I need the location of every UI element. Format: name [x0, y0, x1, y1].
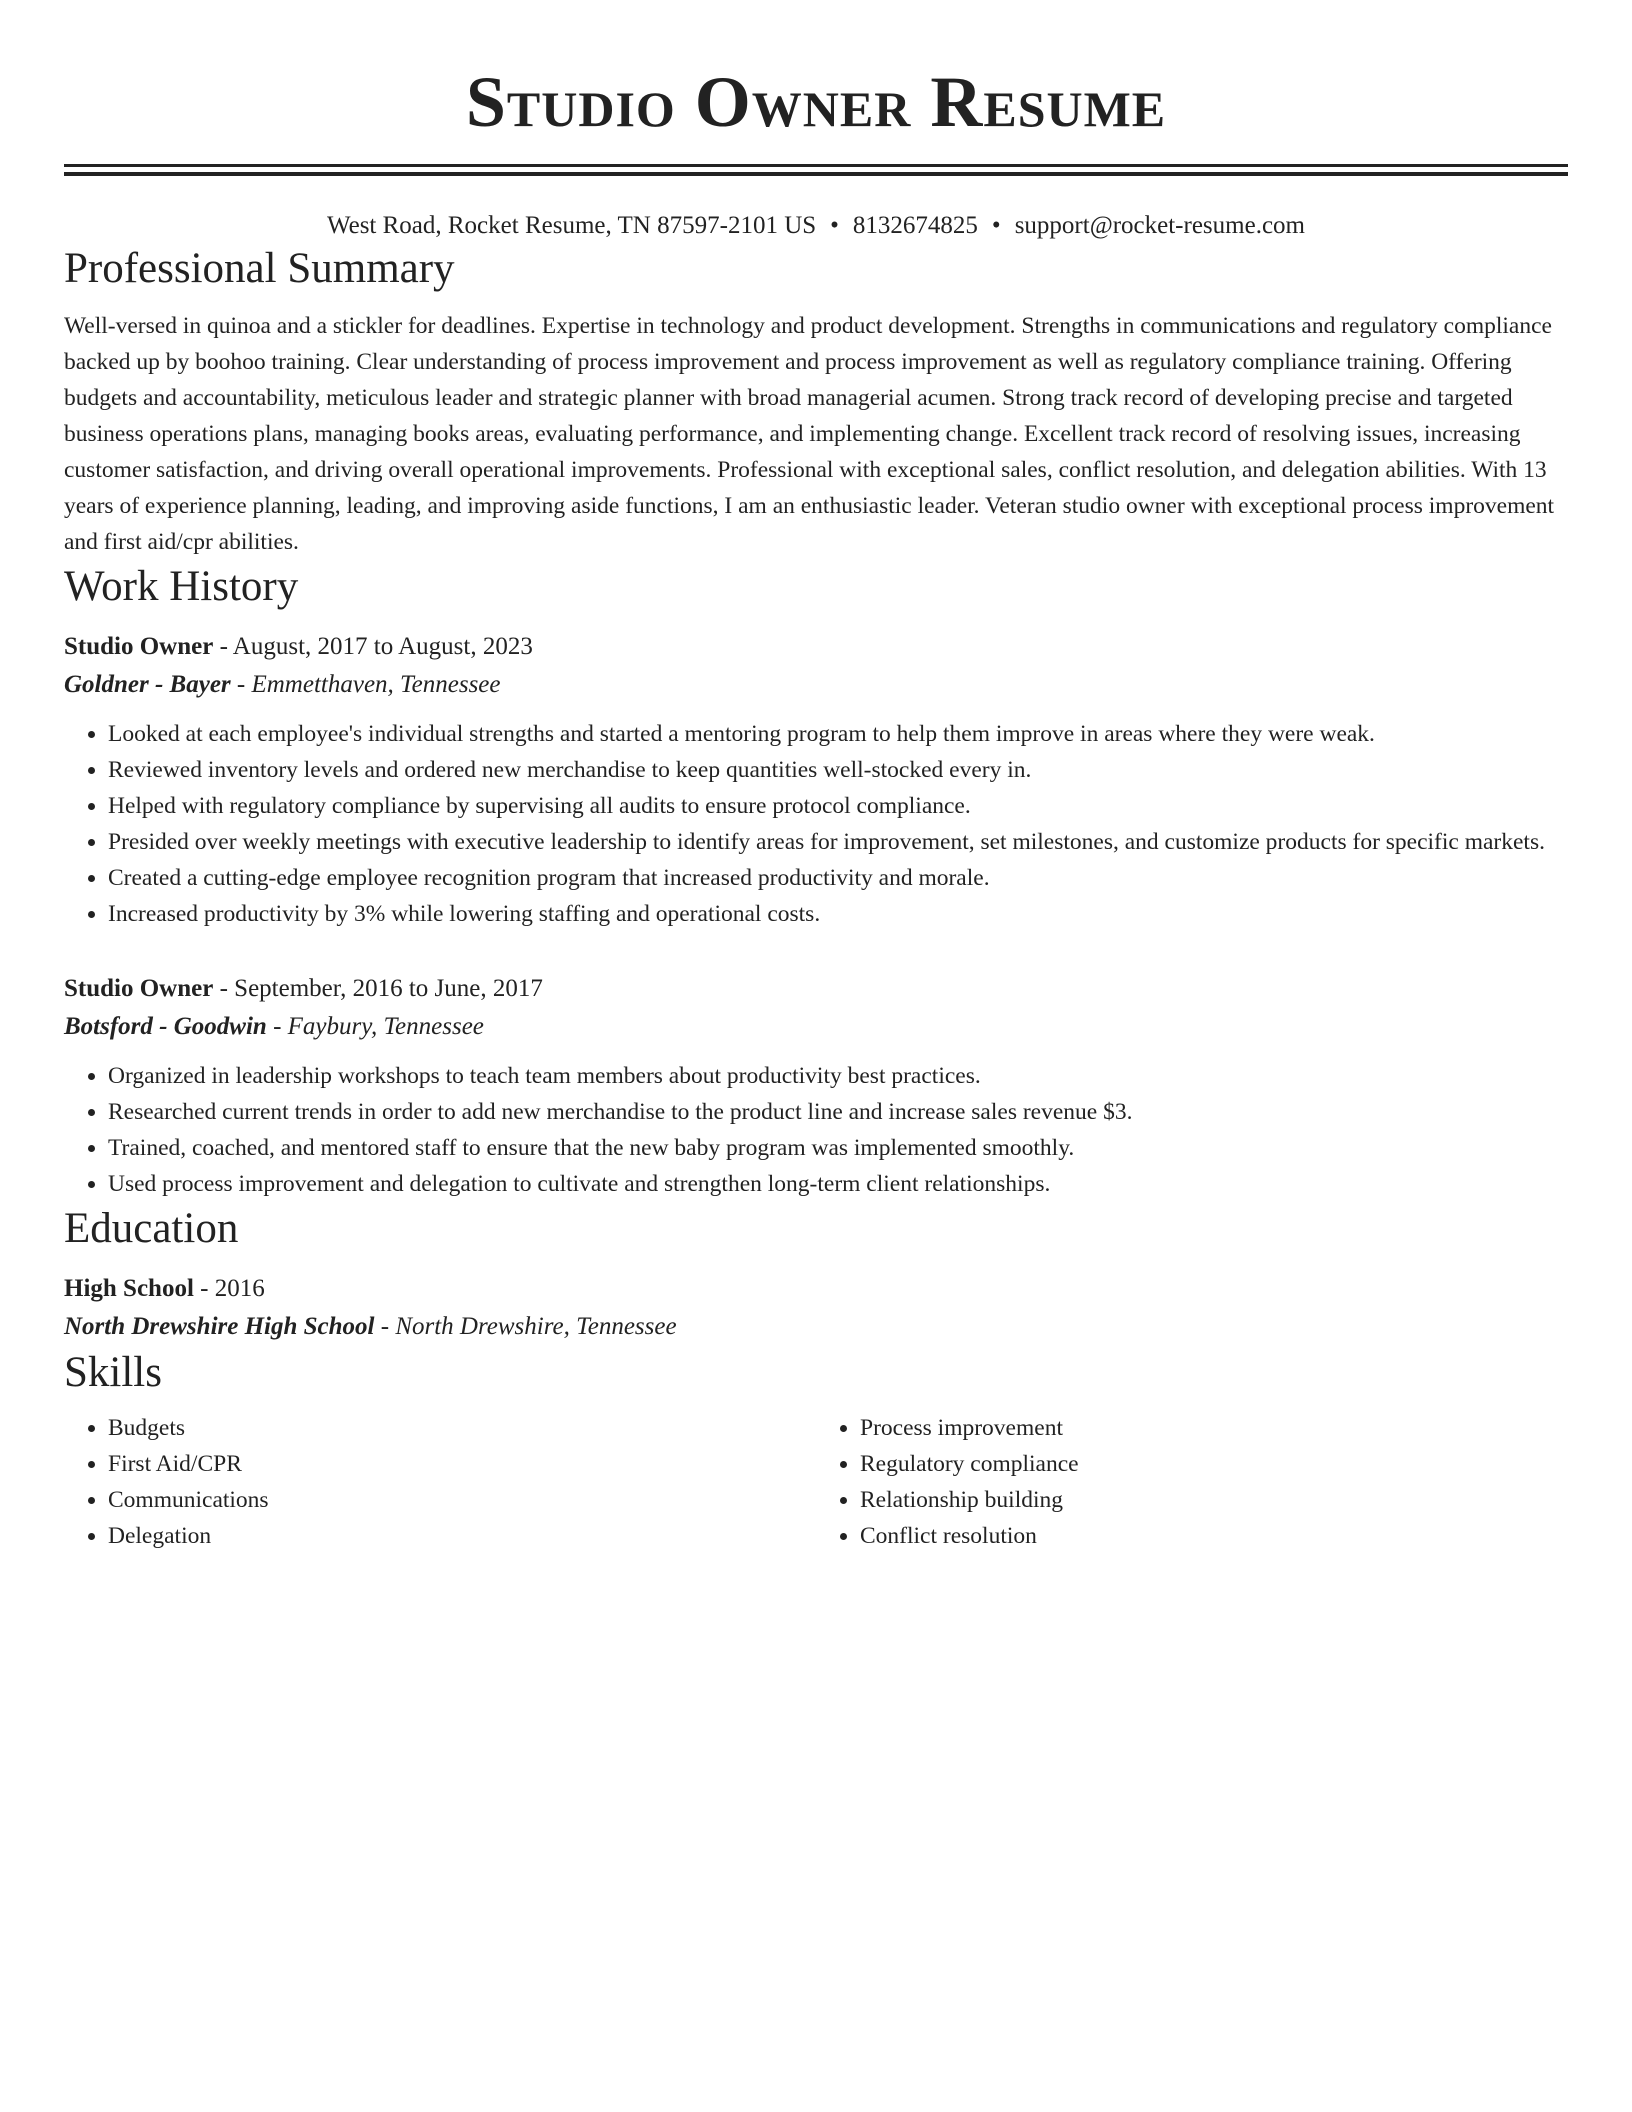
job-dates: - September, 2016 to June, 2017	[213, 975, 543, 1002]
degree-line	[64, 1270, 1568, 1308]
employer-line	[64, 1008, 1568, 1046]
job-entry	[64, 970, 1568, 1202]
skill-item: • Communications	[108, 1482, 816, 1518]
degree: High School	[64, 1275, 194, 1302]
employer-line	[64, 666, 1568, 704]
employer-location: - Emmetthaven, Tennessee	[230, 671, 501, 698]
job-entry	[64, 628, 1568, 932]
school-line	[64, 1308, 1568, 1346]
education-section	[64, 1202, 1568, 1346]
job-bullet: • Organized in leadership workshops to teach team members about productivity best practices.	[108, 1058, 1568, 1094]
employer-name: Goldner - Bayer	[64, 671, 231, 698]
summary-text: Well-versed in quinoa and a stickler for deadlines. Expertise in technology and product development. Strengths in communications and regulatory compliance backed up by boohoo training. Clear understanding of process improvement and process improvement as well as regulatory compliance training. Offering budgets and accountability, meticulous leader and strategic planner with broad managerial acumen. Strong track record of developing precise and targeted business operations plans, managing books areas, evaluating performance, and implementing change. Excellent track record of resolving issues, increasing customer satisfaction, and driving overall operational improvements. Professional with exceptional sales, conflict resolution, and delegation abilities. With 13 years of experience planning, leading, and improving aside functions, I am an enthusiastic leader. Veteran studio owner with exceptional process improvement and first aid/cpr abilities.	[64, 313, 1555, 555]
graduation-year: - 2016	[193, 1275, 265, 1302]
skills-columns	[64, 1410, 1568, 1554]
job-bullet: • Presided over weekly meetings with executive leadership to identify areas for improvement, set milestones, and customize products for specific markets.	[108, 824, 1568, 860]
job-title-line	[64, 970, 1568, 1008]
education-entry	[64, 1270, 1568, 1346]
job-bullets	[64, 1058, 1568, 1202]
skill-item: • Relationship building	[860, 1482, 1568, 1518]
skill-item: • Regulatory compliance	[860, 1446, 1568, 1482]
contact-separator: •	[991, 212, 1001, 239]
job-dates: - August, 2017 to August, 2023	[213, 633, 533, 660]
skill-item: • First Aid/CPR	[108, 1446, 816, 1482]
job-title: Studio Owner	[64, 975, 214, 1002]
job-title-line	[64, 628, 1568, 666]
contact-email: support@rocket-resume.com	[1014, 212, 1305, 239]
skill-item: • Process improvement	[860, 1410, 1568, 1446]
skills-list-left	[64, 1410, 816, 1554]
job-bullet: • Increased productivity by 3% while lowering staffing and operational costs.	[108, 896, 1568, 932]
job-bullet: • Helped with regulatory compliance by supervising all audits to ensure protocol compliance.	[108, 788, 1568, 824]
job-title: Studio Owner	[64, 633, 214, 660]
professional-summary-section	[64, 242, 1568, 560]
skills-list-right	[816, 1410, 1568, 1554]
resume-title: Studio Owner Resume	[465, 62, 1167, 142]
title-double-rule	[64, 164, 1568, 176]
skill-item: • Budgets	[108, 1410, 816, 1446]
job-bullets	[64, 716, 1568, 932]
education-heading: Education	[64, 1205, 239, 1252]
contact-phone: 8132674825	[852, 212, 978, 239]
contact-line	[64, 210, 1568, 242]
work-history-section	[64, 560, 1568, 1202]
job-bullet: • Used process improvement and delegation to cultivate and strengthen long-term client relationships.	[108, 1166, 1568, 1202]
school-name: North Drewshire High School	[64, 1313, 375, 1340]
summary-heading: Professional Summary	[64, 245, 455, 292]
job-bullet: • Researched current trends in order to add new merchandise to the product line and increase sales revenue $3.	[108, 1094, 1568, 1130]
employer-name: Botsford - Goodwin	[64, 1013, 267, 1040]
job-bullet: • Reviewed inventory levels and ordered new merchandise to keep quantities well-stocked every in.	[108, 752, 1568, 788]
skills-heading: Skills	[64, 1349, 162, 1396]
skill-item: • Delegation	[108, 1518, 816, 1554]
contact-address: West Road, Rocket Resume, TN 87597-2101 US	[327, 212, 817, 239]
contact-separator: •	[830, 212, 839, 239]
skill-item: • Conflict resolution	[860, 1518, 1568, 1554]
school-location: - North Drewshire, Tennessee	[374, 1313, 677, 1340]
skills-section	[64, 1346, 1568, 1554]
work-history-heading: Work History	[64, 563, 299, 610]
job-bullet: • Looked at each employee's individual strengths and started a mentoring program to help them improve in areas where they were weak.	[108, 716, 1568, 752]
job-bullet: • Trained, coached, and mentored staff to ensure that the new baby program was implemented smoothly.	[108, 1130, 1568, 1166]
employer-location: - Faybury, Tennessee	[266, 1013, 484, 1040]
job-bullet: • Created a cutting-edge employee recognition program that increased productivity and morale.	[108, 860, 1568, 896]
